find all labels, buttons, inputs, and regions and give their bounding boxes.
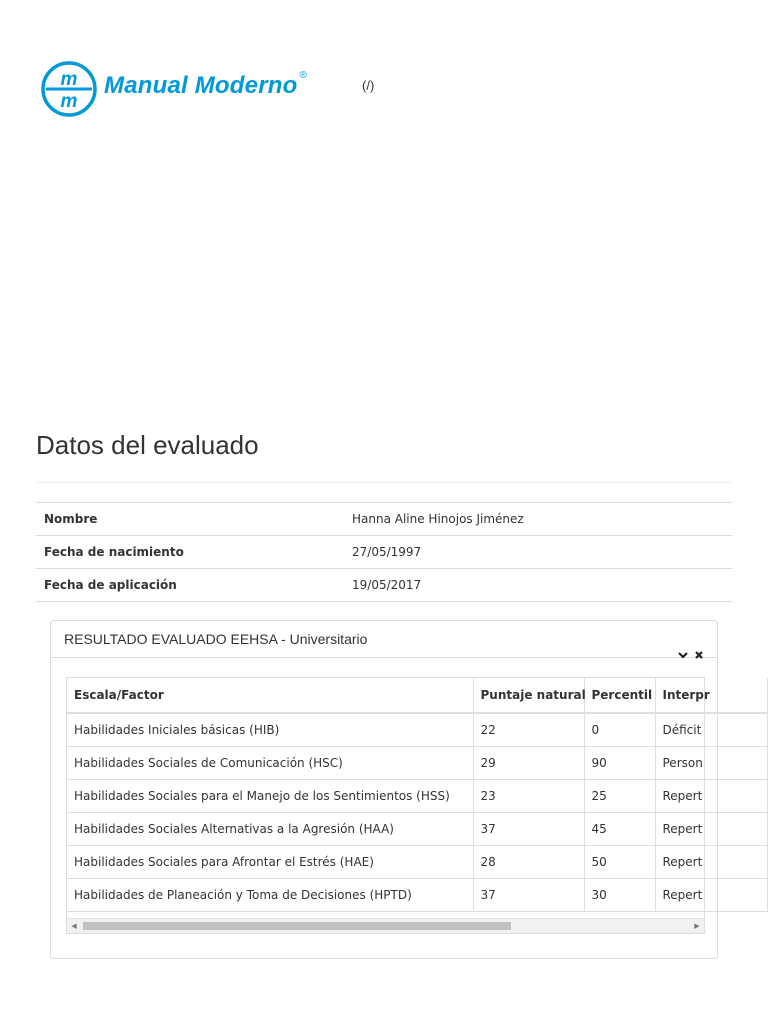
- table-row: [67, 879, 767, 912]
- column-header-puntaje: Puntaje natural: [473, 678, 584, 713]
- table-header-row: [67, 678, 767, 713]
- table-row: [67, 747, 767, 780]
- scroll-right-icon[interactable]: ▶: [694, 922, 700, 930]
- cell-percentil: 0: [584, 713, 655, 747]
- svg-text:m: m: [60, 69, 78, 90]
- title-divider: [36, 482, 732, 483]
- cell-interpretacion: Person: [655, 747, 767, 780]
- detail-row-nombre: [36, 503, 732, 536]
- table-row: [67, 846, 767, 879]
- home-link[interactable]: (/): [362, 78, 375, 93]
- cell-percentil: 45: [584, 813, 655, 846]
- column-header-escala: Escala/Factor: [67, 678, 473, 713]
- table-row: [67, 780, 767, 813]
- cell-percentil: 30: [584, 879, 655, 912]
- cell-puntaje: 29: [473, 747, 584, 780]
- results-table: [67, 678, 768, 912]
- detail-row-fecha-nacimiento: [36, 536, 732, 569]
- cell-interpretacion: Repert: [655, 813, 767, 846]
- detail-value: Hanna Aline Hinojos Jiménez: [344, 503, 732, 536]
- close-icon[interactable]: [693, 649, 705, 661]
- details-table: [36, 502, 732, 602]
- cell-interpretacion: Repert: [655, 780, 767, 813]
- cell-percentil: 50: [584, 846, 655, 879]
- brand-name-text: Manual Moderno: [104, 72, 298, 99]
- horizontal-scrollbar[interactable]: [67, 918, 704, 933]
- table-row: [67, 813, 767, 846]
- brand-name[interactable]: [104, 72, 307, 100]
- cell-interpretacion: Repert: [655, 879, 767, 912]
- registered-mark: ®: [299, 70, 308, 81]
- cell-puntaje: 23: [473, 780, 584, 813]
- svg-text:m: m: [60, 91, 78, 112]
- cell-factor: Habilidades Sociales Alternativas a la Agresión (HAA): [67, 813, 473, 846]
- panel-tools: [677, 649, 705, 661]
- table-row: [67, 713, 767, 747]
- cell-puntaje: 22: [473, 713, 584, 747]
- column-header-interpretacion: Interpr: [655, 678, 767, 713]
- cell-factor: Habilidades Sociales para Afrontar el Estrés (HAE): [67, 846, 473, 879]
- detail-label: Fecha de nacimiento: [36, 536, 344, 569]
- cell-puntaje: 28: [473, 846, 584, 879]
- cell-factor: Habilidades Sociales para el Manejo de los Sentimientos (HSS): [67, 780, 473, 813]
- panel-title: RESULTADO EVALUADO EEHSA - Universitario: [64, 631, 368, 647]
- detail-label: Fecha de aplicación: [36, 569, 344, 602]
- cell-factor: Habilidades de Planeación y Toma de Decisiones (HPTD): [67, 879, 473, 912]
- page-title: Datos del evaluado: [36, 430, 259, 460]
- detail-label: Nombre: [36, 503, 344, 536]
- cell-factor: Habilidades Iniciales básicas (HIB): [67, 713, 473, 747]
- cell-factor: Habilidades Sociales de Comunicación (HSC): [67, 747, 473, 780]
- scroll-left-icon[interactable]: ◀: [71, 922, 77, 930]
- cell-interpretacion: Déficit: [655, 713, 767, 747]
- chevron-down-icon[interactable]: [677, 649, 689, 661]
- cell-percentil: 25: [584, 780, 655, 813]
- brand-logo[interactable]: [40, 60, 98, 118]
- scrollbar-thumb[interactable]: [83, 922, 511, 930]
- cell-interpretacion: Repert: [655, 846, 767, 879]
- results-panel: [50, 620, 718, 959]
- detail-value: 19/05/2017: [344, 569, 732, 602]
- panel-header: [51, 621, 717, 658]
- detail-row-fecha-aplicacion: [36, 569, 732, 602]
- detail-value: 27/05/1997: [344, 536, 732, 569]
- cell-puntaje: 37: [473, 879, 584, 912]
- mm-logo-icon: [40, 60, 98, 118]
- results-table-scroll[interactable]: [66, 677, 710, 934]
- cell-percentil: 90: [584, 747, 655, 780]
- cell-puntaje: 37: [473, 813, 584, 846]
- column-header-percentil: Percentil: [584, 678, 655, 713]
